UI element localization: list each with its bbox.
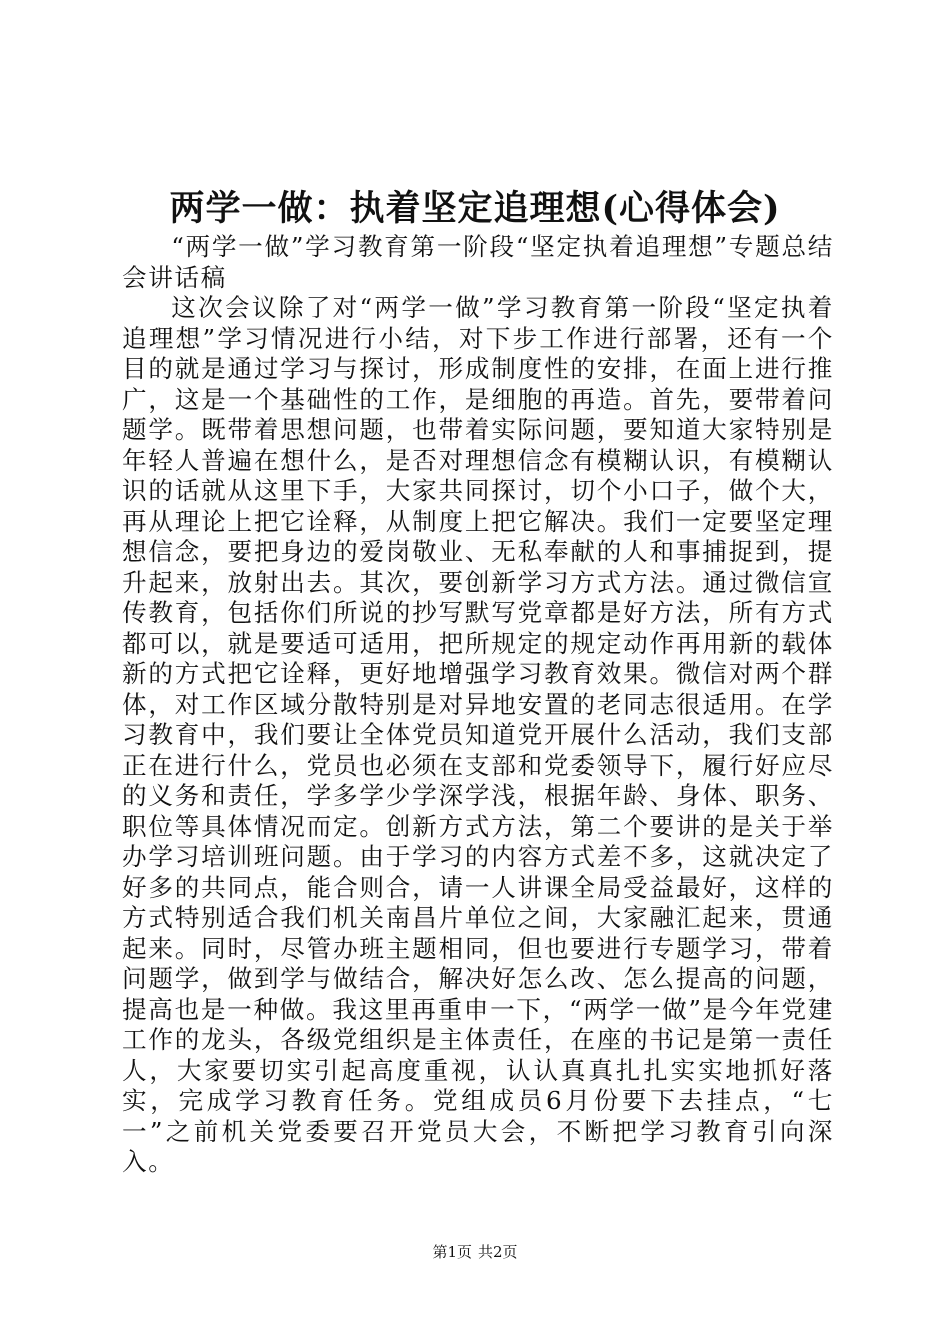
subtitle-paragraph: “两学一做”学习教育第一阶段“坚定执着追理想”专题总结会讲话稿: [122, 232, 834, 292]
page-number-current: 第1页: [432, 1243, 472, 1261]
page-number-total: 共2页: [478, 1243, 518, 1261]
body-paragraph: 这次会议除了对“两学一做”学习教育第一阶段“坚定执着追理想”学习情况进行小结，对下步工作进行部署，还有一个目的就是通过学习与探讨，形成制度性的安排，在面上进行推广，这是一个基础性的工作，是细胞的再造。首先，要带着问题学。既带着思想问题，也带着实际问题，要知道大家特别是年轻人普遍在想什么，是否对理想信念有模糊认识，有模糊认识的话就从这里下手，大家共同探讨，切个小口子，做个大，再从理论上把它诠释，从制度上把它解决。我们一定要坚定理想信念，要把身边的爱岗敬业、无私奉献的人和事捕捉到，提升起来，放射出去。其次，要创新学习方式方法。通过微信宣传教育，包括你们所说的抄写默写党章都是好方法，所有方式都可以，就是要适可适用，把所规定的规定动作再用新的载体新的方式把它诠释，更好地增强学习教育效果。微信对两个群体，对工作区域分散特别是对异地安置的老同志很适用。在学习教育中，我们要让全体党员知道党开展什么活动，我们支部正在进行什么，党员也必须在支部和党委领导下，履行好应尽的义务和责任，学多学少学深学浅，根据年龄、身体、职务、职位等具体情况而定。创新方式方法，第二个要讲的是关于举办学习培训班问题。由于学习的内容方式差不多，这就决定了好多的共同点，能合则合，请一人讲课全局受益最好，这样的方式特别适合我们机关南昌片单位之间，大家融汇起来，贯通起来。同时，尽管办班主题相同，但也要进行专题学习，带着问题学，做到学与做结合，解决好怎么改、怎么提高的问题，提高也是一种做。我这里再重申一下，“两学一做”是今年党建工作的龙头，各级党组织是主体责任，在座的书记是第一责任人，大家要切实引起高度重视，认认真真扎扎实实地抓好落实，完成学习教育任务。党组成员6月份要下去挂点，“七一”之前机关党委要召开党员大会，不断把学习教育引向深入。: [122, 293, 834, 1176]
document-body: [122, 232, 834, 1178]
page-footer: [0, 1242, 950, 1262]
document-title: 两学一做：执着坚定追理想(心得体会): [169, 188, 781, 229]
